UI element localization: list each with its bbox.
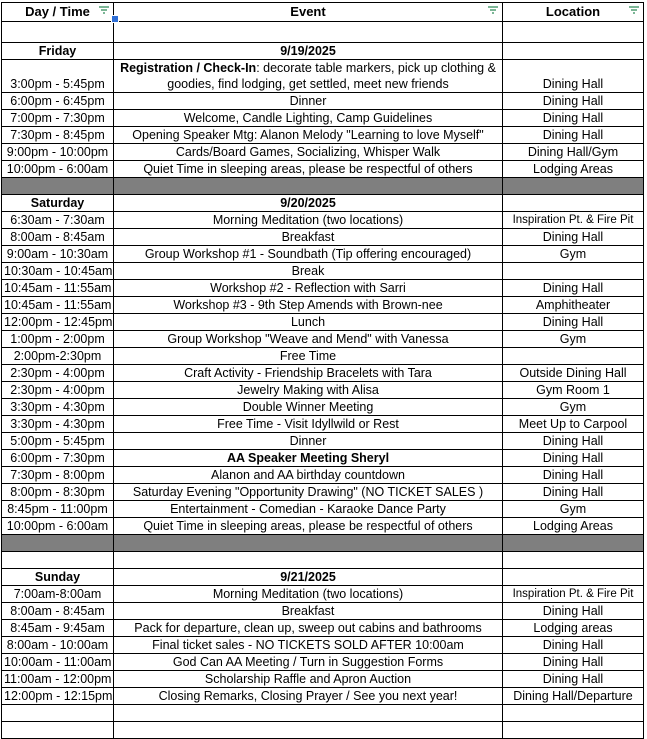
location-cell[interactable]: Gym (503, 246, 644, 263)
time-cell[interactable]: 3:30pm - 4:30pm (2, 416, 114, 433)
empty-cell[interactable] (503, 722, 644, 739)
event-cell[interactable]: Free Time - Visit Idyllwild or Rest (114, 416, 503, 433)
event-cell[interactable]: Scholarship Raffle and Apron Auction (114, 671, 503, 688)
time-cell[interactable]: 10:00am - 11:00am (2, 654, 114, 671)
event-bold-text: Registration / Check-In (120, 61, 257, 75)
schedule-row (2, 586, 644, 603)
time-cell[interactable]: 2:00pm-2:30pm (2, 348, 114, 365)
day-header-row (2, 569, 644, 586)
time-cell[interactable]: 10:30am - 10:45am (2, 263, 114, 280)
time-cell[interactable]: 8:00am - 8:45am (2, 229, 114, 246)
empty-cell[interactable] (503, 705, 644, 722)
event-cell[interactable]: Jewelry Making with Alisa (114, 382, 503, 399)
schedule-row (2, 127, 644, 144)
location-cell[interactable]: Meet Up to Carpool (503, 416, 644, 433)
event-cell[interactable]: Group Workshop "Weave and Mend" with Vanessa (114, 331, 503, 348)
event-cell[interactable]: Group Workshop #1 - Soundbath (Tip offering encouraged) (114, 246, 503, 263)
empty-cell[interactable] (503, 569, 644, 586)
separator-row (2, 535, 644, 552)
schedule-row (2, 144, 644, 161)
header-event-label: Event (290, 4, 326, 19)
event-cell[interactable]: Final ticket sales - NO TICKETS SOLD AFTER 10:00am (114, 637, 503, 654)
location-cell[interactable]: Dining Hall (503, 450, 644, 467)
separator-cell[interactable] (2, 535, 114, 552)
header-location[interactable] (503, 3, 644, 22)
location-cell[interactable]: Inspiration Pt. & Fire Pit (503, 212, 644, 229)
header-event[interactable] (114, 3, 503, 22)
event-cell[interactable]: Quiet Time in sleeping areas, please be respectful of others (114, 518, 503, 535)
location-cell[interactable]: Dining Hall (503, 654, 644, 671)
empty-cell[interactable] (503, 195, 644, 212)
schedule-row (2, 654, 644, 671)
schedule-row (2, 416, 644, 433)
day-date-cell[interactable]: 9/21/2025 (114, 569, 503, 586)
separator-row (2, 178, 644, 195)
event-cell[interactable]: Workshop #2 - Reflection with Sarri (114, 280, 503, 297)
time-cell[interactable]: 11:00am - 12:00pm (2, 671, 114, 688)
schedule-row (2, 263, 644, 280)
location-cell[interactable]: Dining Hall (503, 110, 644, 127)
empty-cell[interactable] (503, 43, 644, 60)
time-cell[interactable]: 10:45am - 11:55am (2, 280, 114, 297)
schedule-row (2, 603, 644, 620)
empty-cell[interactable] (114, 705, 503, 722)
time-cell[interactable]: 8:00pm - 8:30pm (2, 484, 114, 501)
location-cell[interactable]: Dining Hall (503, 229, 644, 246)
event-cell[interactable]: Saturday Evening "Opportunity Drawing" (NO TICKET SALES ) (114, 484, 503, 501)
day-name-cell[interactable]: Saturday (2, 195, 114, 212)
time-cell[interactable]: 1:00pm - 2:00pm (2, 331, 114, 348)
day-header-row (2, 43, 644, 60)
time-cell[interactable]: 8:45am - 9:45am (2, 620, 114, 637)
event-cell[interactable] (114, 60, 503, 93)
location-cell[interactable]: Amphitheater (503, 297, 644, 314)
schedule-row (2, 60, 644, 93)
schedule-row (2, 280, 644, 297)
schedule-row (2, 671, 644, 688)
empty-cell[interactable] (2, 552, 114, 569)
time-cell[interactable]: 7:00pm - 7:30pm (2, 110, 114, 127)
schedule-row (2, 450, 644, 467)
schedule-row (2, 382, 644, 399)
event-cell[interactable]: Welcome, Candle Lighting, Camp Guidelines (114, 110, 503, 127)
time-cell[interactable]: 7:00am-8:00am (2, 586, 114, 603)
empty-cell[interactable] (503, 22, 644, 43)
event-text: : decorate table markers, pick up clothing & goodies, find lodging, get settled, meet new friends (167, 61, 496, 91)
schedule-row (2, 229, 644, 246)
empty-cell[interactable] (503, 552, 644, 569)
event-cell[interactable]: Breakfast (114, 229, 503, 246)
empty-cell[interactable] (2, 22, 114, 43)
time-cell[interactable]: 10:00pm - 6:00am (2, 161, 114, 178)
schedule-row (2, 314, 644, 331)
location-cell[interactable]: Dining Hall (503, 433, 644, 450)
header-time[interactable] (2, 3, 114, 22)
location-cell[interactable]: Dining Hall (503, 637, 644, 654)
event-cell[interactable]: Breakfast (114, 603, 503, 620)
event-cell[interactable]: Entertainment - Comedian - Karaoke Dance Party (114, 501, 503, 518)
location-cell[interactable]: Dining Hall (503, 93, 644, 110)
separator-cell[interactable] (503, 178, 644, 195)
event-cell[interactable]: Double Winner Meeting (114, 399, 503, 416)
schedule-row (2, 110, 644, 127)
day-header-row (2, 195, 644, 212)
schedule-row (2, 212, 644, 229)
schedule-row (2, 637, 644, 654)
time-cell[interactable]: 8:00am - 10:00am (2, 637, 114, 654)
schedule-row (2, 161, 644, 178)
separator-cell[interactable] (114, 178, 503, 195)
event-cell[interactable]: Dinner (114, 93, 503, 110)
time-cell[interactable]: 9:00pm - 10:00pm (2, 144, 114, 161)
schedule-row (2, 518, 644, 535)
time-cell[interactable]: 10:45am - 11:55am (2, 297, 114, 314)
time-cell[interactable]: 8:00am - 8:45am (2, 603, 114, 620)
blank-row (2, 22, 644, 43)
time-cell[interactable]: 7:30pm - 8:00pm (2, 467, 114, 484)
blank-row (2, 552, 644, 569)
filter-dropdown-icon[interactable] (629, 6, 639, 16)
event-cell[interactable]: Craft Activity - Friendship Bracelets with Tara (114, 365, 503, 382)
location-cell[interactable]: Inspiration Pt. & Fire Pit (503, 586, 644, 603)
filter-dropdown-icon[interactable] (488, 6, 498, 16)
location-cell[interactable] (503, 263, 644, 280)
time-cell[interactable]: 3:30pm - 4:30pm (2, 399, 114, 416)
time-cell[interactable]: 9:00am - 10:30am (2, 246, 114, 263)
event-cell[interactable]: Quiet Time in sleeping areas, please be respectful of others (114, 161, 503, 178)
time-cell[interactable]: 12:00pm - 12:45pm (2, 314, 114, 331)
location-cell[interactable]: Lodging Areas (503, 161, 644, 178)
event-cell[interactable]: AA Speaker Meeting Sheryl (114, 450, 503, 467)
location-cell[interactable] (503, 348, 644, 365)
time-cell[interactable]: 6:30am - 7:30am (2, 212, 114, 229)
time-cell[interactable]: 3:00pm - 5:45pm (2, 60, 114, 93)
schedule-row (2, 501, 644, 518)
time-cell[interactable]: 2:30pm - 4:00pm (2, 382, 114, 399)
location-cell[interactable]: Dining Hall (503, 314, 644, 331)
schedule-body (2, 22, 644, 739)
event-cell[interactable]: Cards/Board Games, Socializing, Whisper Walk (114, 144, 503, 161)
location-cell[interactable]: Dining Hall/Gym (503, 144, 644, 161)
time-cell[interactable]: 7:30pm - 8:45pm (2, 127, 114, 144)
time-cell[interactable]: 10:00pm - 6:00am (2, 518, 114, 535)
event-cell[interactable]: Morning Meditation (two locations) (114, 586, 503, 603)
blank-row (2, 722, 644, 739)
event-cell[interactable]: Morning Meditation (two locations) (114, 212, 503, 229)
schedule-row (2, 467, 644, 484)
separator-cell[interactable] (503, 535, 644, 552)
location-cell[interactable]: Gym (503, 331, 644, 348)
time-cell[interactable]: 2:30pm - 4:00pm (2, 365, 114, 382)
empty-cell[interactable] (114, 22, 503, 43)
day-date-cell[interactable]: 9/20/2025 (114, 195, 503, 212)
header-location-label: Location (545, 4, 601, 19)
time-cell[interactable]: 8:45pm - 11:00pm (2, 501, 114, 518)
time-cell[interactable]: 6:00pm - 6:45pm (2, 93, 114, 110)
event-cell[interactable]: Free Time (114, 348, 503, 365)
empty-cell[interactable] (2, 705, 114, 722)
event-cell[interactable]: Alanon and AA birthday countdown (114, 467, 503, 484)
location-cell[interactable]: Lodging areas (503, 620, 644, 637)
location-cell[interactable]: Lodging Areas (503, 518, 644, 535)
separator-cell[interactable] (114, 535, 503, 552)
cell-selection-handle[interactable] (111, 15, 119, 23)
event-cell[interactable]: Opening Speaker Mtg: Alanon Melody "Learning to love Myself" (114, 127, 503, 144)
schedule-row (2, 348, 644, 365)
schedule-row (2, 331, 644, 348)
blank-row (2, 705, 644, 722)
schedule-row (2, 246, 644, 263)
schedule-row (2, 365, 644, 382)
event-cell[interactable]: Dinner (114, 433, 503, 450)
empty-cell[interactable] (114, 552, 503, 569)
header-row (2, 3, 644, 22)
empty-cell[interactable] (114, 722, 503, 739)
event-cell[interactable]: God Can AA Meeting / Turn in Suggestion Forms (114, 654, 503, 671)
location-cell[interactable]: Dining Hall (503, 127, 644, 144)
location-cell[interactable]: Dining Hall/Departure (503, 688, 644, 705)
day-name-cell[interactable]: Sunday (2, 569, 114, 586)
location-cell[interactable]: Outside Dining Hall (503, 365, 644, 382)
separator-cell[interactable] (2, 178, 114, 195)
filter-dropdown-icon[interactable] (99, 6, 109, 16)
event-cell[interactable]: Pack for departure, clean up, sweep out cabins and bathrooms (114, 620, 503, 637)
event-cell[interactable]: Workshop #3 - 9th Step Amends with Brown-nee (114, 297, 503, 314)
location-cell[interactable]: Gym (503, 399, 644, 416)
schedule-row (2, 297, 644, 314)
event-cell[interactable]: Break (114, 263, 503, 280)
schedule-row (2, 688, 644, 705)
schedule-row (2, 399, 644, 416)
time-cell[interactable]: 12:00pm - 12:15pm (2, 688, 114, 705)
event-cell[interactable]: Lunch (114, 314, 503, 331)
time-cell[interactable]: 6:00pm - 7:30pm (2, 450, 114, 467)
location-cell[interactable]: Dining Hall (503, 467, 644, 484)
day-name-cell[interactable]: Friday (2, 43, 114, 60)
schedule-table (1, 2, 644, 739)
schedule-row (2, 620, 644, 637)
location-cell[interactable]: Dining Hall (503, 280, 644, 297)
location-cell[interactable]: Gym (503, 501, 644, 518)
event-cell[interactable]: Closing Remarks, Closing Prayer / See you next year! (114, 688, 503, 705)
location-cell[interactable]: Dining Hall (503, 671, 644, 688)
location-cell[interactable]: Dining Hall (503, 484, 644, 501)
location-cell[interactable]: Dining Hall (503, 603, 644, 620)
schedule-row (2, 484, 644, 501)
empty-cell[interactable] (2, 722, 114, 739)
schedule-row (2, 433, 644, 450)
time-cell[interactable]: 5:00pm - 5:45pm (2, 433, 114, 450)
day-date-cell[interactable]: 9/19/2025 (114, 43, 503, 60)
schedule-row (2, 93, 644, 110)
location-cell[interactable]: Dining Hall (503, 60, 644, 93)
location-cell[interactable]: Gym Room 1 (503, 382, 644, 399)
header-time-label: Day / Time (25, 4, 90, 19)
